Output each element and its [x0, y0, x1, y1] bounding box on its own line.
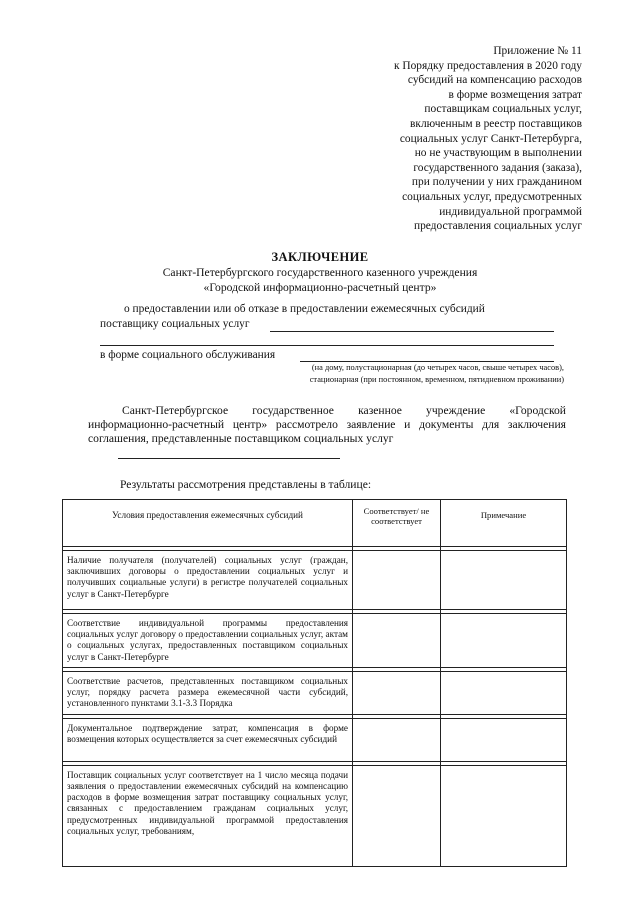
- note-cell[interactable]: [441, 718, 567, 761]
- table-row: [63, 671, 567, 714]
- condition-cell: [63, 765, 353, 866]
- condition-cell: [63, 671, 353, 714]
- condition-cell: [63, 718, 353, 761]
- annex-line: при получении у них гражданином: [411, 176, 582, 189]
- note-cell[interactable]: [441, 765, 567, 866]
- condition-text: Документальное подтверждение затрат, компенсация в форме возмещения которых осуществляется за счет ежемесячных субсидий: [67, 722, 348, 745]
- annex-line: субсидий на компенсацию расходов: [407, 74, 582, 87]
- annex-line: индивидуальной программой: [439, 205, 582, 218]
- review-paragraph-text: Санкт-Петербургское государственное казенное учреждение «Городской информационно-расчетный центр» рассмотрело заявление и документы для заключения соглашения, представленные поставщиком социальных услуг: [88, 404, 566, 446]
- table-row: [63, 718, 567, 761]
- annex-line: социальных услуг, предусмотренных: [402, 190, 582, 203]
- compliance-cell[interactable]: [353, 718, 441, 761]
- compliance-cell[interactable]: [353, 614, 441, 668]
- provider-name-fill-line[interactable]: [118, 458, 340, 459]
- note-cell[interactable]: [441, 551, 567, 610]
- subject-line-2: поставщику социальных услуг: [100, 318, 250, 330]
- conditions-table: [62, 499, 567, 867]
- compliance-cell[interactable]: [353, 551, 441, 610]
- annex-line: социальных услуг Санкт-Петербурга,: [399, 132, 582, 145]
- annex-header: [302, 44, 582, 234]
- service-form-note-2: стационарная (при постоянном, временном, пятидневном проживании): [309, 375, 564, 384]
- table-row: [63, 765, 567, 866]
- subject-line-1: о предоставлении или об отказе в предоставлении ежемесячных субсидий: [124, 303, 485, 315]
- header-note: Примечание: [441, 500, 567, 547]
- condition-cell: [63, 614, 353, 668]
- annex-line: государственного задания (заказа),: [413, 161, 582, 174]
- table-row: [63, 614, 567, 668]
- condition-text: Соответствие индивидуальной программы предоставления социальных услуг договору о предоставлении социальных услуг, актам о социальных услугах, предоставленных поставщиком социальных услуг в Санкт-Петербурге: [67, 618, 348, 662]
- provider-fill-line-2[interactable]: [100, 345, 554, 346]
- compliance-cell[interactable]: [353, 671, 441, 714]
- annex-line: включенным в реестр поставщиков: [410, 117, 582, 130]
- header-compliance: Соответствует/ не соответствует: [353, 500, 441, 547]
- provider-fill-line[interactable]: [270, 331, 554, 332]
- annex-line: в форме возмещения затрат: [448, 88, 582, 101]
- table-header-row: [63, 500, 567, 547]
- org-line-1: Санкт-Петербургского государственного казенного учреждения: [162, 266, 478, 279]
- annex-line: к Порядку предоставления в 2020 году: [394, 59, 582, 72]
- annex-line: предоставления социальных услуг: [413, 220, 582, 233]
- results-intro: Результаты рассмотрения представлены в таблице:: [120, 478, 372, 491]
- note-cell[interactable]: [441, 671, 567, 714]
- review-paragraph: [88, 404, 566, 447]
- table-row: [63, 551, 567, 610]
- note-cell[interactable]: [441, 614, 567, 668]
- org-line-2: «Городской информационно-расчетный центр»: [203, 281, 437, 294]
- service-form-note-1: (на дому, полустационарная (до четырех часов, свыше четырех часов),: [311, 363, 564, 372]
- compliance-cell[interactable]: [353, 765, 441, 866]
- annex-line: Приложение № 11: [493, 45, 582, 57]
- condition-text: Поставщик социальных услуг соответствует на 1 число месяца подачи заявления о предоставлении ежемесячных субсидий на компенсацию расходов в форме возмещения затрат поставщику социальных услуг, связанных с предоставлением гражданам социальных услуг, предусмотренных индивидуальной программой предоставления социальных услуг, требованиям,: [67, 769, 348, 836]
- annex-line: поставщикам социальных услуг,: [424, 103, 582, 116]
- service-form-label: в форме социального обслуживания: [100, 349, 276, 361]
- condition-text: Наличие получателя (получателей) социальных услуг (граждан, заключивших договоры о предоставлении социальных услуг и получивших социальные услуги) в регистре получателей социальных услуг в Санкт-Петербурге: [67, 555, 348, 599]
- annex-line: но не участвующим в выполнении: [414, 147, 582, 160]
- condition-cell: [63, 551, 353, 610]
- header-conditions: Условия предоставления ежемесячных субсидий: [63, 500, 353, 547]
- condition-text: Соответствие расчетов, представленных поставщиком социальных услуг, порядку расчета размера ежемесячной части субсидий, установленного пунктами 3.1-3.3 Порядка: [67, 675, 348, 709]
- document-title: ЗАКЛЮЧЕНИЕ: [271, 250, 369, 264]
